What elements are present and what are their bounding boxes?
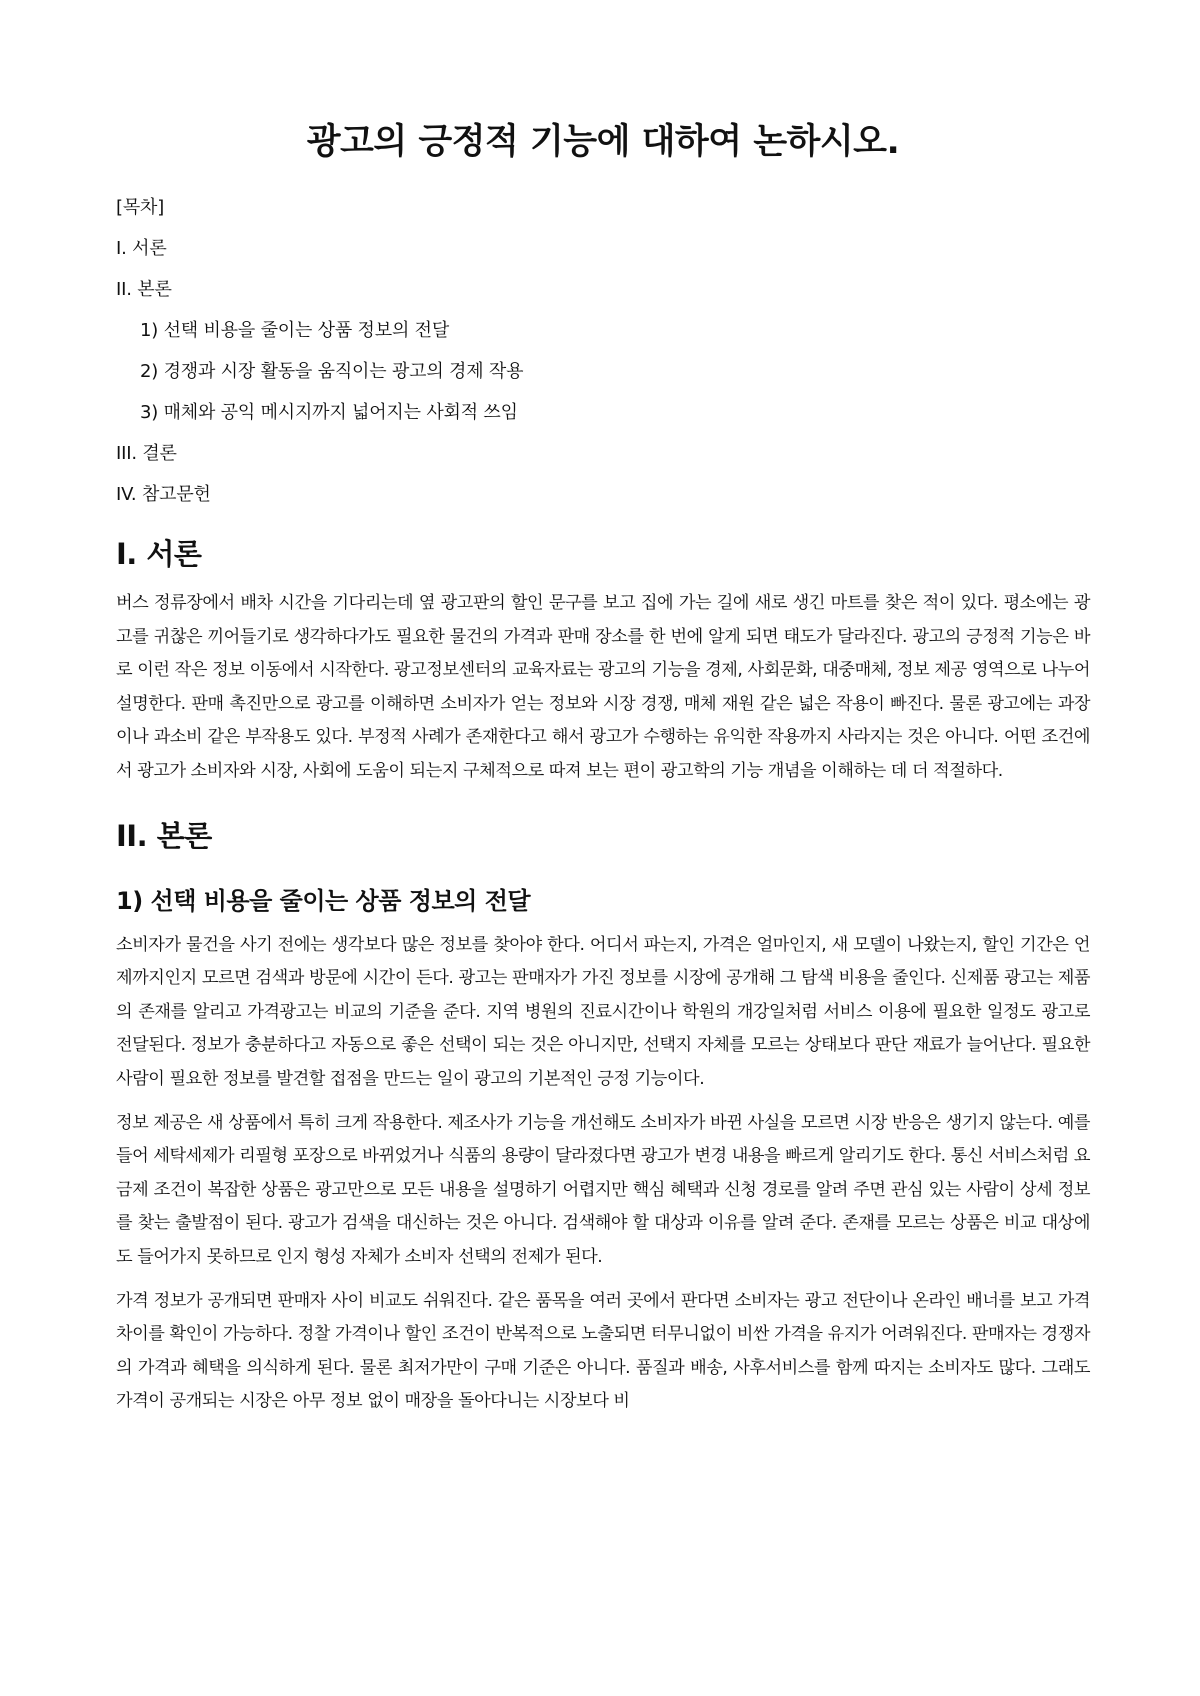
document-title: 광고의 긍정적 기능에 대하여 논하시오. (306, 122, 900, 162)
toc-item-subsection-2: 2) 경쟁과 시장 활동을 움직이는 광고의 경제 작용 (140, 361, 524, 382)
body-paragraph-1: 소비자가 물건을 사기 전에는 생각보다 많은 정보를 찾아야 한다. 어디서 파는지, 가격은 얼마인지, 새 모델이 나왔는지, 할인 기간은 언제까지인지 모르면 검색과 방문에 시간이 든다. 광고는 판매자가 가진 정보를 시장에 공개해 그 탐색 비용을 줄인다. 신제품 광고는 제품의 존재를 알리고 가격광고는 비교의 기준을 준다. 지역 병원의 진료시간이나 학원의 개강일처럼 서비스 이용에 필요한 일정도 광고로 전달된다. 정보가 충분하다고 자동으로 좋은 선택이 되는 것은 아니지만, 선택지 자체를 모르는 상태보다 판단 재료가 늘어난다. 필요한 사람이 필요한 정보를 발견할 접점을 만드는 일이 광고의 기본적인 긍정 기능이다. (116, 934, 1090, 1089)
toc-item-main-body: II. 본론 (116, 279, 172, 300)
toc-heading: [목차] (116, 197, 165, 218)
toc-item-references: IV. 참고문헌 (116, 484, 211, 505)
body-paragraph-2: 정보 제공은 새 상품에서 특히 크게 작용한다. 제조사가 기능을 개선해도 소비자가 바뀐 사실을 모르면 시장 반응은 생기지 않는다. 예를 들어 세탁세제가 리필형 포장으로 바뀌었거나 식품의 용량이 달라졌다면 광고가 변경 내용을 빠르게 알리기도 한다. 통신 서비스처럼 요금제 조건이 복잡한 상품은 광고만으로 모든 내용을 설명하기 어렵지만 핵심 혜택과 신청 경로를 알려 주면 관심 있는 사람이 상세 정보를 찾는 출발점이 된다. 광고가 검색을 대신하는 것은 아니다. 검색해야 할 대상과 이유를 알려 준다. 존재를 모르는 상품은 비교 대상에도 들어가지 못하므로 인지 형성 자체가 소비자 선택의 전제가 된다. (116, 1112, 1090, 1267)
toc-item-subsection-3: 3) 매체와 공익 메시지까지 넓어지는 사회적 쓰임 (140, 402, 518, 423)
section-heading-main-body: II. 본론 (116, 818, 212, 853)
table-of-contents (116, 196, 1090, 507)
toc-item-introduction: I. 서론 (116, 238, 167, 259)
toc-item-subsection-1: 1) 선택 비용을 줄이는 상품 정보의 전달 (140, 320, 450, 341)
subsection-heading-1: 1) 선택 비용을 줄이는 상품 정보의 전달 (116, 886, 531, 915)
intro-paragraph: 버스 정류장에서 배차 시간을 기다리는데 옆 광고판의 할인 문구를 보고 집에 가는 길에 새로 생긴 마트를 찾은 적이 있다. 평소에는 광고를 귀찮은 끼어들기로 생각하다가도 필요한 물건의 가격과 판매 장소를 한 번에 알게 되면 태도가 달라진다. 광고의 긍정적 기능은 바로 이런 작은 정보 이동에서 시작한다. 광고정보센터의 교육자료는 광고의 기능을 경제, 사회문화, 대중매체, 정보 제공 영역으로 나누어 설명한다. 판매 촉진만으로 광고를 이해하면 소비자가 얻는 정보와 시장 경쟁, 매체 재원 같은 넓은 작용이 빠진다. 물론 광고에는 과장이나 과소비 같은 부작용도 있다. 부정적 사례가 존재한다고 해서 광고가 수행하는 유익한 작용까지 사라지는 것은 아니다. 어떤 조건에서 광고가 소비자와 시장, 사회에 도움이 되는지 구체적으로 따져 보는 편이 광고학의 기능 개념을 이해하는 데 더 적절하다. (116, 593, 1090, 781)
section-heading-introduction: I. 서론 (116, 537, 202, 571)
toc-item-conclusion: III. 결론 (116, 443, 177, 464)
body-paragraph-3: 가격 정보가 공개되면 판매자 사이 비교도 쉬워진다. 같은 품목을 여러 곳에서 판다면 소비자는 광고 전단이나 온라인 배너를 보고 가격 차이를 확인이 가능하다. 정찰 가격이나 할인 조건이 반복적으로 노출되면 터무니없이 비싼 가격을 유지가 어려워진다. 판매자는 경쟁자의 가격과 혜택을 의식하게 된다. 물론 최저가만이 구매 기준은 아니다. 품질과 배송, 사후서비스를 함께 따지는 소비자도 많다. 그래도 가격이 공개되는 시장은 아무 정보 없이 매장을 돌아다니는 시장보다 비 (116, 1290, 1090, 1412)
